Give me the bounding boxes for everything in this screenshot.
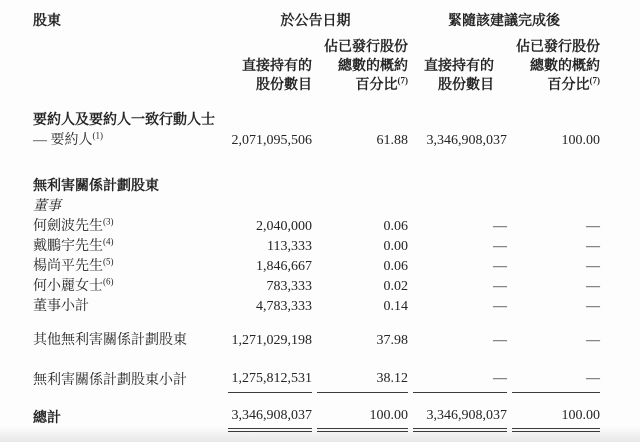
cell-shares-at-announcement	[223, 331, 312, 351]
cell-shares-after-completion	[408, 406, 507, 432]
header-spacer-cell	[408, 38, 507, 57]
shareholder-column-header: 股東	[33, 14, 61, 29]
cell-pct-at-announcement	[312, 217, 408, 237]
cell-pct-after-completion	[507, 111, 600, 131]
row-label	[33, 197, 223, 217]
row-label-text: 無利害關係計劃股東	[33, 179, 159, 194]
table-row	[33, 297, 600, 317]
row-label-text: 楊尚平先生	[33, 259, 103, 274]
cell-value: 37.98	[376, 333, 408, 348]
cell-value: —	[586, 239, 600, 254]
row-label	[33, 217, 223, 237]
cell-pct-at-announcement	[312, 406, 408, 432]
table-row	[33, 257, 600, 277]
cell-value: —	[586, 299, 600, 314]
cell-value: —	[586, 279, 600, 294]
row-label-text: 總計	[33, 411, 61, 426]
cell-shares-after-completion	[408, 197, 507, 217]
header-row-shares-line1	[33, 57, 600, 76]
cell-shares-after-completion	[408, 131, 507, 151]
shareholding-table	[33, 12, 600, 432]
shares-header-directly-held-1: 直接持有的	[242, 59, 312, 74]
cell-value: 38.12	[317, 369, 408, 393]
table-row	[33, 277, 600, 297]
shares-header-directly-held-2: 直接持有的	[424, 59, 494, 74]
pct-header-issued-shares-1: 佔已發行股份	[324, 40, 408, 55]
header-row-shares-line2	[33, 76, 600, 95]
spacer-row	[33, 95, 600, 111]
pct-header-percentage-2	[507, 76, 600, 95]
row-label	[33, 131, 223, 151]
cell-pct-at-announcement	[312, 111, 408, 131]
pct-header-percentage-text: 百分比	[547, 78, 590, 93]
table-row	[33, 406, 600, 432]
cell-value: 100.00	[561, 133, 600, 148]
cell-pct-at-announcement	[312, 277, 408, 297]
cell-value: 61.88	[376, 133, 408, 148]
cell-value: 0.02	[383, 279, 408, 294]
row-label	[33, 237, 223, 257]
row-label	[33, 369, 223, 393]
cell-value: 0.00	[383, 239, 408, 254]
cell-pct-at-announcement	[312, 297, 408, 317]
cell-pct-after-completion	[507, 297, 600, 317]
cell-pct-at-announcement	[312, 131, 408, 151]
cell-value: —	[586, 219, 600, 234]
cell-pct-after-completion	[507, 217, 600, 237]
cell-value: 783,333	[266, 279, 312, 294]
cell-shares-after-completion	[408, 237, 507, 257]
row-label-text: 其他無利害關係計劃股東	[33, 333, 187, 348]
footnote-ref: (3)	[103, 216, 114, 227]
cell-value: 100.00	[512, 406, 600, 432]
cell-value: 3,346,908,037	[426, 133, 507, 148]
cell-pct-at-announcement	[312, 237, 408, 257]
cell-shares-after-completion	[408, 217, 507, 237]
row-label-text: 董事	[33, 199, 61, 214]
footnote-ref: (6)	[103, 276, 114, 287]
footnote-ref: (4)	[103, 236, 114, 247]
pct-header-approx-2: 總數的概約	[530, 59, 600, 74]
cell-value: 0.06	[383, 259, 408, 274]
cell-value: —	[493, 333, 507, 348]
cell-value: 1,275,812,531	[228, 369, 312, 393]
row-label-text: 董事小計	[33, 299, 89, 314]
cell-pct-at-announcement	[312, 331, 408, 351]
cell-value: —	[493, 299, 507, 314]
cell-value: 0.14	[383, 299, 408, 314]
row-label	[33, 331, 223, 351]
footnote-ref-7: (7)	[397, 75, 408, 86]
row-label-text: 何小麗女士	[33, 279, 103, 294]
cell-value: 4,783,333	[256, 299, 312, 314]
table-row	[33, 331, 600, 351]
row-label-text: 戴鵬宇先生	[33, 239, 103, 254]
row-label	[33, 177, 223, 197]
group-header-announcement-date: 於公告日期	[280, 14, 351, 29]
cell-shares-at-announcement	[223, 369, 312, 393]
cell-shares-at-announcement	[223, 406, 312, 432]
cell-shares-after-completion	[408, 297, 507, 317]
row-gap	[33, 351, 600, 369]
footnote-ref: (5)	[103, 256, 114, 267]
cell-value: 1,271,029,198	[231, 333, 312, 348]
row-gap	[33, 95, 600, 111]
footnote-ref-7: (7)	[589, 75, 600, 86]
cell-value: —	[493, 279, 507, 294]
cell-value: —	[493, 219, 507, 234]
cell-shares-after-completion	[408, 277, 507, 297]
cell-shares-at-announcement	[223, 111, 312, 131]
pct-header-percentage-text: 百分比	[355, 78, 398, 93]
cell-shares-at-announcement	[223, 297, 312, 317]
cell-value: —	[586, 333, 600, 348]
cell-shares-at-announcement	[223, 131, 312, 151]
cell-shares-at-announcement	[223, 217, 312, 237]
header-spacer-cell	[33, 76, 223, 95]
footnote-ref: (1)	[92, 130, 103, 141]
spacer-row	[33, 151, 600, 177]
row-label-text: — 要約人	[33, 133, 93, 148]
row-gap	[33, 317, 600, 331]
cell-pct-at-announcement	[312, 177, 408, 197]
spacer-row	[33, 351, 600, 369]
cell-value: 3,346,908,037	[228, 406, 312, 432]
cell-pct-after-completion	[507, 197, 600, 217]
row-label	[33, 277, 223, 297]
spacer-row	[33, 317, 600, 331]
cell-shares-after-completion	[408, 111, 507, 131]
table-row	[33, 177, 600, 197]
cell-pct-at-announcement	[312, 369, 408, 393]
header-spacer-cell	[33, 57, 223, 76]
group-header-after-completion: 緊隨該建議完成後	[448, 14, 560, 29]
cell-shares-after-completion	[408, 331, 507, 351]
cell-value: —	[586, 259, 600, 274]
row-label-text: 要約人及要約人一致行動人士	[33, 113, 215, 128]
table-row	[33, 111, 600, 131]
pct-header-issued-shares-2: 佔已發行股份	[516, 40, 600, 55]
cell-pct-after-completion	[507, 131, 600, 151]
cell-value: 0.06	[383, 219, 408, 234]
cell-value: —	[413, 369, 507, 393]
table-row	[33, 131, 600, 151]
cell-pct-after-completion	[507, 257, 600, 277]
header-spacer-cell	[223, 38, 312, 57]
table-row	[33, 369, 600, 393]
shares-header-number-1: 股份數目	[256, 78, 312, 93]
cell-value: 2,071,095,506	[231, 133, 312, 148]
table-row	[33, 197, 600, 217]
cell-value: 2,040,000	[256, 219, 312, 234]
cell-pct-at-announcement	[312, 197, 408, 217]
table-row	[33, 217, 600, 237]
pct-header-approx-1: 總數的概約	[338, 59, 408, 74]
table-row	[33, 237, 600, 257]
row-label	[33, 297, 223, 317]
cell-value: —	[512, 369, 600, 393]
cell-pct-after-completion	[507, 406, 600, 432]
header-spacer-cell	[33, 38, 223, 57]
cell-shares-after-completion	[408, 369, 507, 393]
cell-value: 1,846,667	[256, 259, 312, 274]
row-gap	[33, 151, 600, 177]
header-group-row	[33, 12, 600, 38]
cell-pct-after-completion	[507, 331, 600, 351]
cell-value: —	[493, 239, 507, 254]
row-label	[33, 111, 223, 131]
header-row-pct-line1	[33, 38, 600, 57]
cell-pct-after-completion	[507, 177, 600, 197]
cell-pct-at-announcement	[312, 257, 408, 277]
row-label-text: 何劍波先生	[33, 219, 103, 234]
cell-shares-after-completion	[408, 177, 507, 197]
cell-value: 113,333	[267, 239, 312, 254]
row-gap	[33, 393, 600, 406]
shares-header-number-2: 股份數目	[438, 78, 494, 93]
pct-header-percentage-1	[312, 76, 408, 95]
row-label	[33, 257, 223, 277]
spacer-row	[33, 393, 600, 406]
cell-pct-after-completion	[507, 369, 600, 393]
cell-value: —	[493, 259, 507, 274]
cell-value: 3,346,908,037	[413, 406, 507, 432]
cell-shares-after-completion	[408, 257, 507, 277]
cell-shares-at-announcement	[223, 177, 312, 197]
cell-shares-at-announcement	[223, 237, 312, 257]
cell-shares-at-announcement	[223, 277, 312, 297]
row-label-text: 無利害關係計劃股東小計	[33, 373, 187, 388]
cell-pct-after-completion	[507, 237, 600, 257]
table-body	[33, 95, 600, 432]
cell-value: 100.00	[317, 406, 408, 432]
row-label	[33, 406, 223, 432]
table-header	[33, 12, 600, 95]
cell-shares-at-announcement	[223, 197, 312, 217]
cell-shares-at-announcement	[223, 257, 312, 277]
cell-pct-after-completion	[507, 277, 600, 297]
